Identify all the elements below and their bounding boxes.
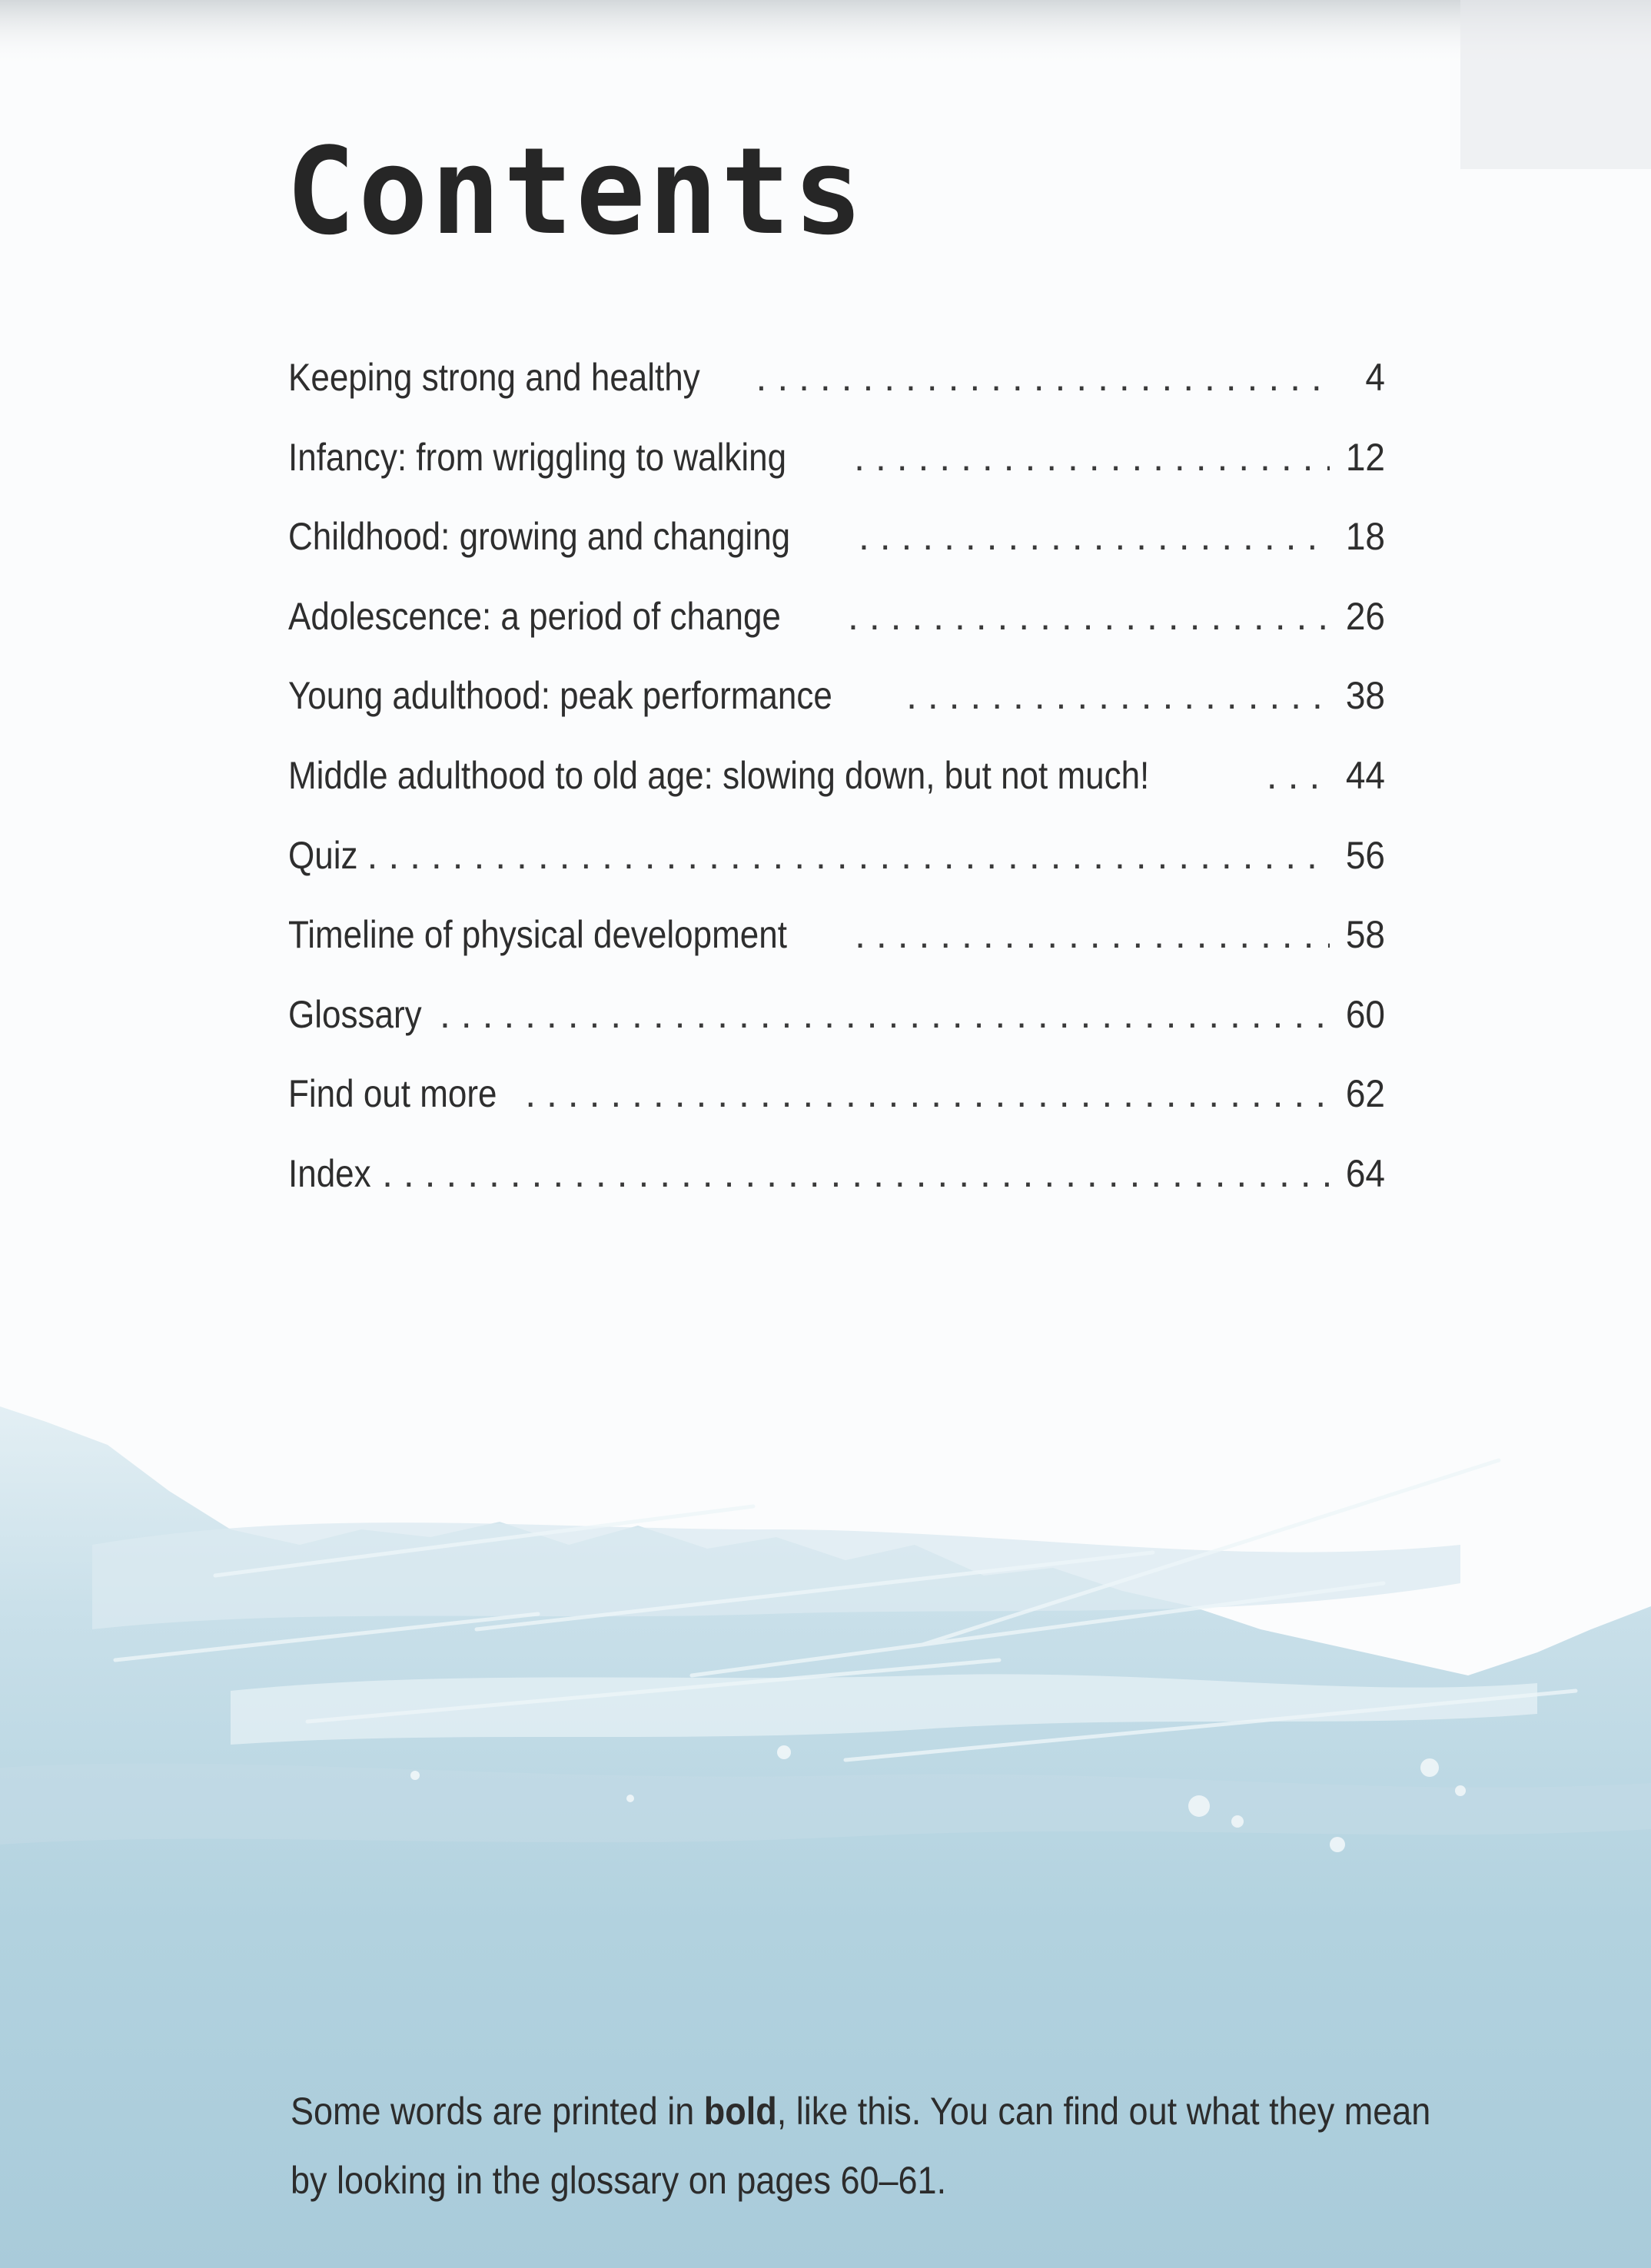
toc-entry-page: 4	[1365, 356, 1385, 399]
toc-dot-leader	[906, 669, 1330, 722]
toc-dot-leader	[848, 589, 1330, 643]
toc-entry-label: Middle adulthood to old age: slowing down, but not much!	[288, 753, 1150, 797]
toc-entry-label: Quiz	[288, 833, 358, 877]
toc-entry-page: 56	[1345, 833, 1385, 877]
toc-entry[interactable]	[288, 749, 1385, 829]
toc-entry-label: Childhood: growing and changing	[288, 515, 791, 559]
toc-entry-label: Adolescence: a period of change	[288, 594, 781, 638]
toc-entry[interactable]	[288, 510, 1385, 589]
glossary-note	[291, 2077, 1520, 2215]
toc-entry-page: 62	[1345, 1072, 1385, 1116]
toc-entry-label: Index	[288, 1151, 371, 1195]
note-text: , like this. You can find out what they mean	[776, 2090, 1431, 2133]
toc-dot-leader	[1267, 749, 1330, 802]
toc-entry-page: 58	[1345, 913, 1385, 957]
toc-entry[interactable]	[288, 829, 1385, 908]
toc-entry[interactable]	[288, 908, 1385, 988]
toc-entry-page: 60	[1345, 992, 1385, 1036]
toc-entry-label: Infancy: from wriggling to walking	[288, 435, 787, 479]
toc-entry[interactable]	[288, 1067, 1385, 1147]
toc-entry[interactable]	[288, 430, 1385, 510]
toc-entry[interactable]	[288, 669, 1385, 749]
glossary-note-line-2: by looking in the glossary on pages 60–61.	[291, 2159, 947, 2202]
toc-entry-page: 38	[1345, 674, 1385, 718]
toc-entry[interactable]	[288, 988, 1385, 1068]
toc-entry-label: Young adulthood: peak performance	[288, 674, 832, 718]
toc-entry[interactable]	[288, 589, 1385, 669]
toc-dot-leader	[859, 510, 1330, 563]
toc-entry-page: 26	[1345, 594, 1385, 638]
note-bold-example: bold	[703, 2090, 777, 2133]
toc-dot-leader	[382, 1147, 1330, 1200]
toc-entry-page: 44	[1345, 753, 1385, 797]
toc-entry-label: Find out more	[288, 1072, 497, 1116]
toc-entry-page: 64	[1345, 1151, 1385, 1195]
toc-dot-leader	[525, 1067, 1330, 1121]
toc-dot-leader	[756, 350, 1330, 404]
toc-dot-leader	[367, 829, 1330, 882]
glossary-note-line-1	[291, 2077, 1431, 2146]
toc-dot-leader	[440, 988, 1330, 1041]
toc-entry-label: Glossary	[288, 992, 422, 1036]
toc-entry-label: Keeping strong and healthy	[288, 356, 700, 399]
toc-entry[interactable]	[288, 350, 1385, 430]
toc-dot-leader	[855, 908, 1330, 961]
toc-entry-label: Timeline of physical development	[288, 913, 787, 957]
table-of-contents	[288, 350, 1385, 1227]
toc-entry-page: 12	[1345, 435, 1385, 479]
toc-dot-leader	[854, 430, 1330, 484]
note-text: Some words are printed in	[291, 2090, 704, 2133]
toc-entry[interactable]	[288, 1147, 1385, 1227]
page-title: Contents	[286, 122, 866, 262]
toc-entry-page: 18	[1345, 515, 1385, 559]
